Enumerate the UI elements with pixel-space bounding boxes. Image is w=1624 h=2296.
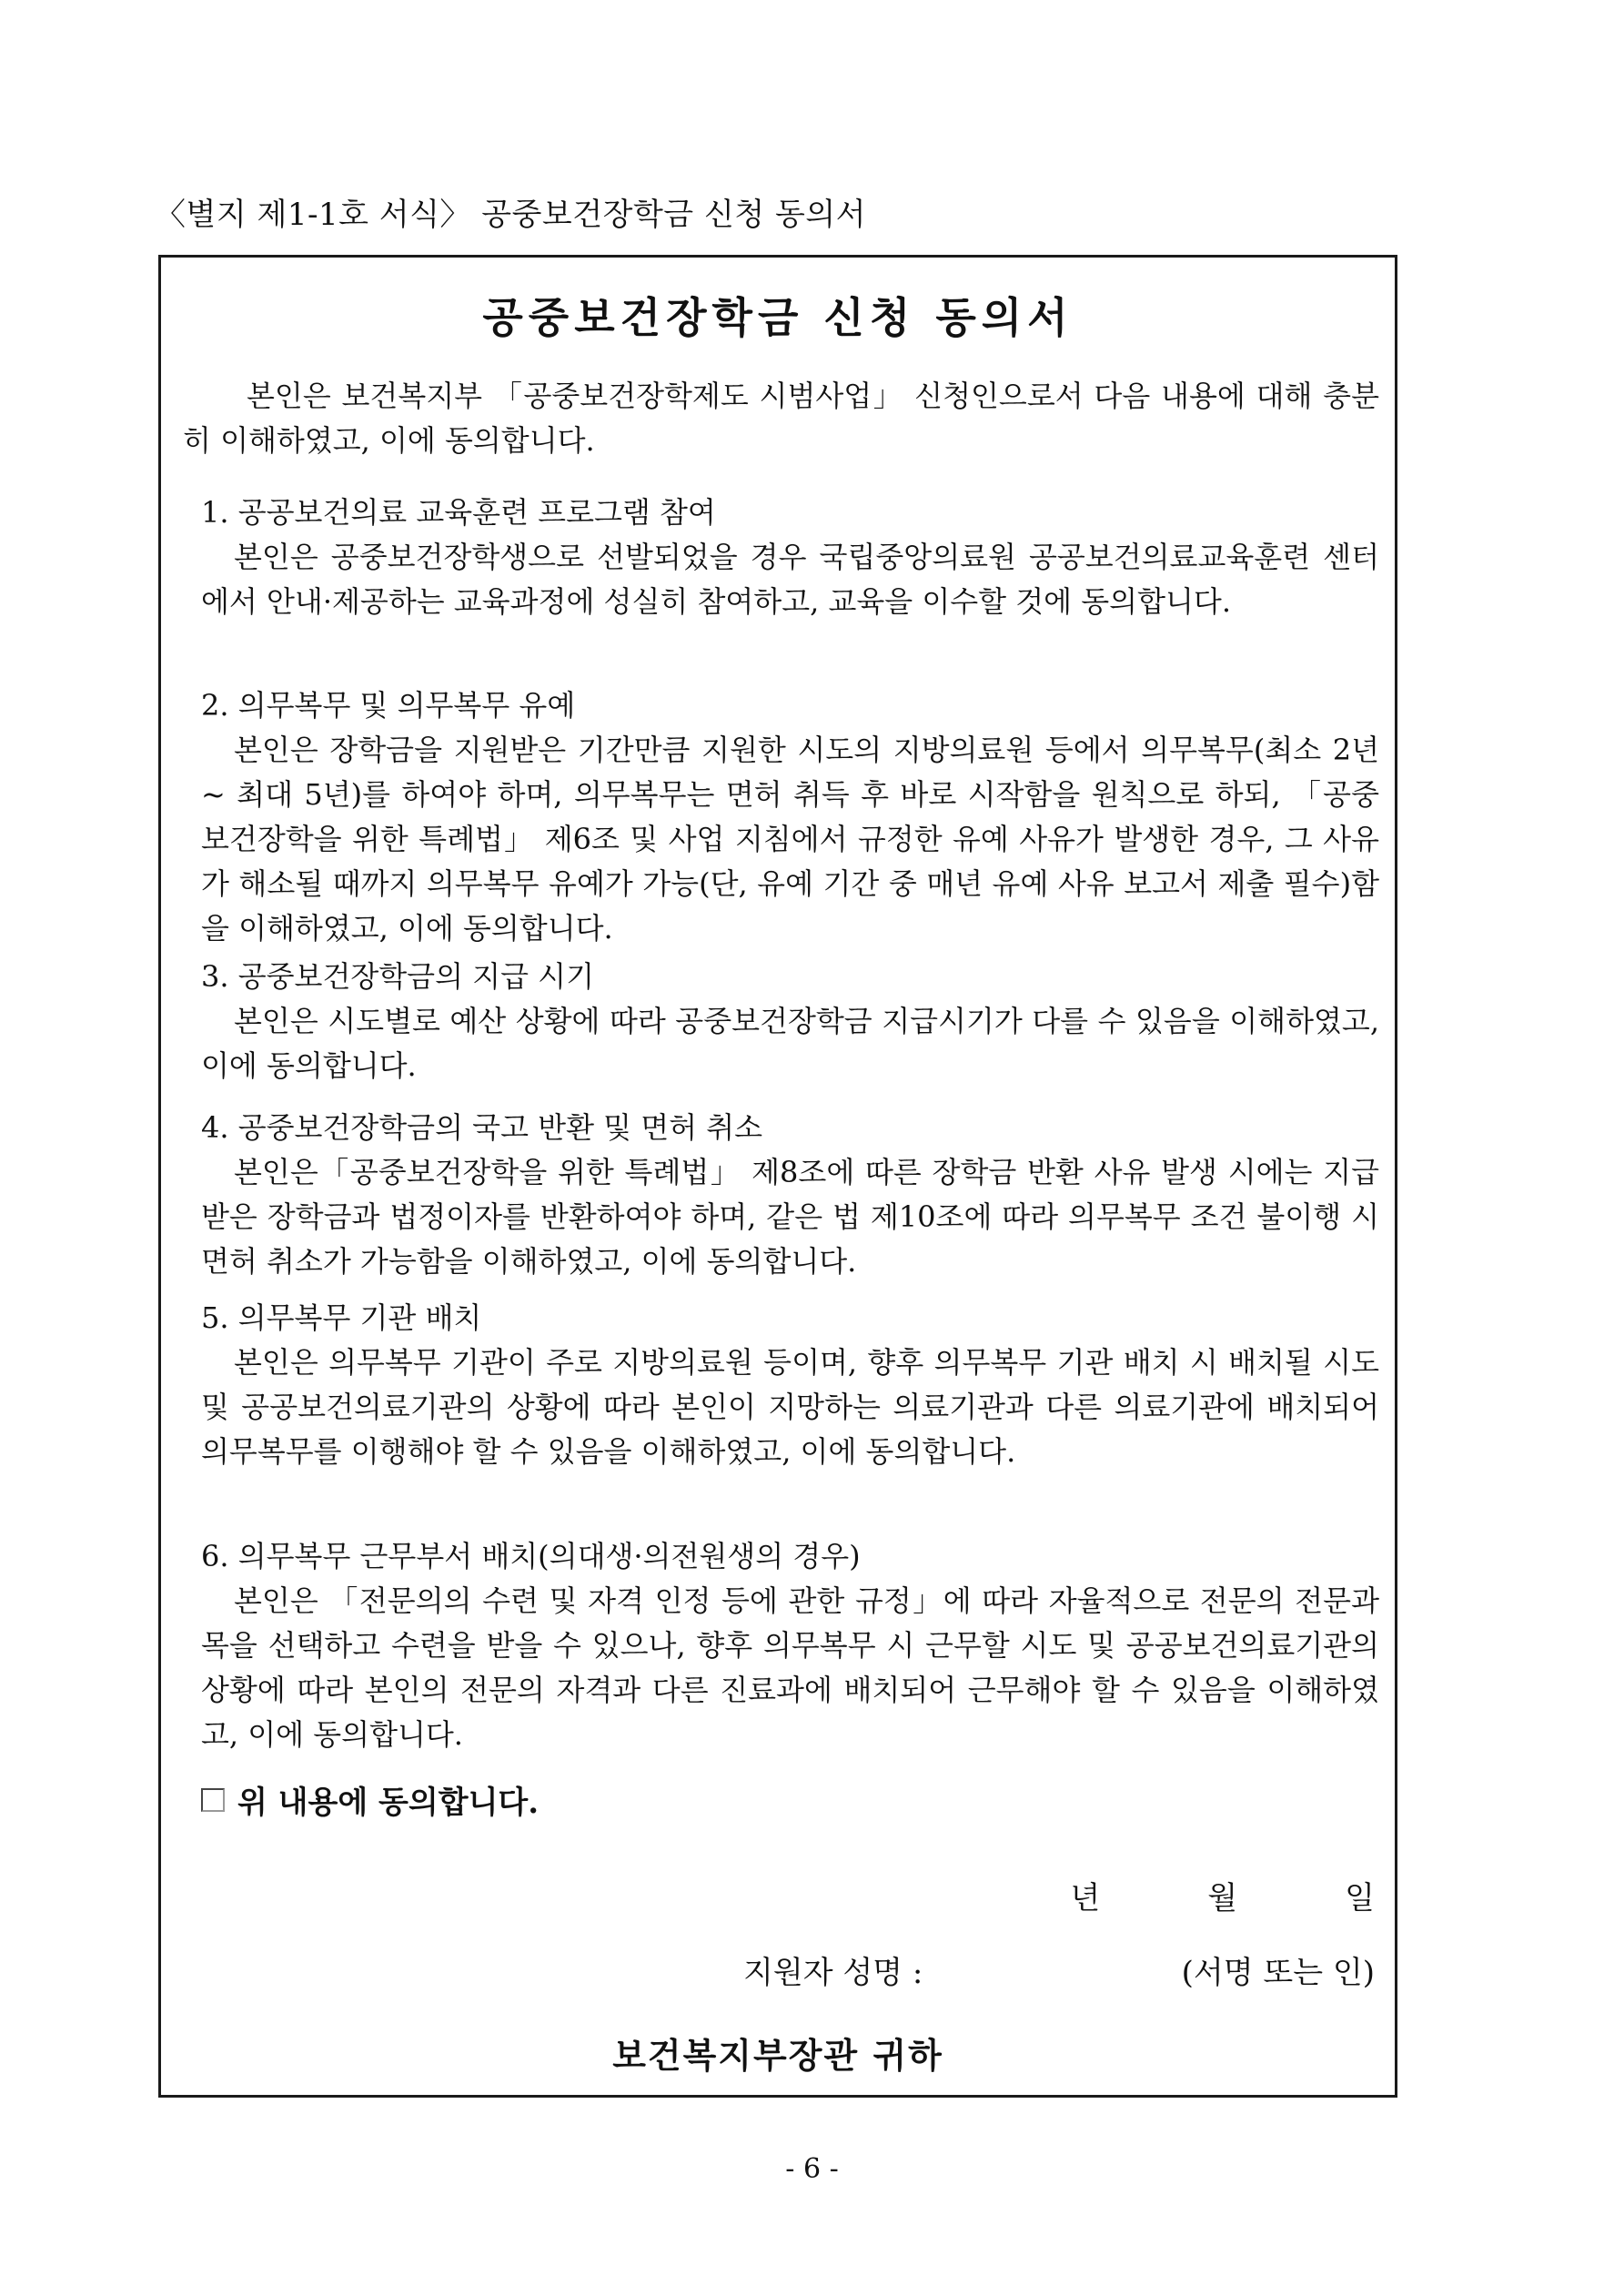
date-row [1070,1873,1375,1917]
date-month: 월 [1207,1880,1238,1917]
section-4 [201,1106,1379,1284]
date-year: 년 [1070,1880,1101,1917]
section-6 [201,1534,1379,1757]
section-heading: 4. 공중보건장학금의 국고 반환 및 면허 취소 [201,1110,763,1145]
section-heading: 3. 공중보건장학금의 지급 시기 [201,959,594,994]
section-heading: 6. 의무복무 근무부서 배치(의대생·의전원생의 경우) [201,1539,861,1573]
section-heading: 2. 의무복무 및 의무복무 유예 [201,688,576,723]
section-body: 본인은 「전문의의 수련 및 자격 인정 등에 관한 규정」에 따라 자율적으로 전문의 전문과목을 선택하고 수련을 받을 수 있으나, 향후 의무복무 시 근무할 시도 및 공공보건의료기관의 상황에 따라 본인의 전문의 자격과 다른 진료과에 배치되어 근무해야 할 수 있음을 이해하였고, 이에 동의합니다. [201,1583,1379,1752]
section-body: 본인은 장학금을 지원받은 기간만큼 지원한 시도의 지방의료원 등에서 의무복무(최소 2년 ~ 최대 5년)를 하여야 하며, 의무복무는 면허 취득 후 바로 시작함을 원칙으로 하되, 「공중보건장학을 위한 특례법」 제6조 및 사업 지침에서 규정한 유예 사유가 발생한 경우, 그 사유가 해소될 때까지 의무복무 유예가 가능(단, 유예 기간 중 매년 유예 사유 보고서 제출 필수)함을 이해하였고, 이에 동의합니다. [201,733,1379,946]
document-title: 공중보건장학금 신청 동의서 [482,293,1074,342]
agree-checkbox[interactable] [201,1788,225,1812]
section-1 [201,491,1379,624]
section-2 [201,683,1379,951]
consent-form-box [158,255,1397,2098]
signature-row [743,1947,1375,1992]
form-label: 〈별지 제1-1호 서식〉 공중보건장학금 신청 동의서 [155,197,866,233]
intro-paragraph: 본인은 보건복지부 「공중보건장학제도 시범사업」 신청인으로서 다음 내용에 대해 충분히 이해하였고, 이에 동의합니다. [183,379,1379,458]
applicant-name-label: 지원자 성명 : [743,1955,923,1991]
section-body: 본인은 공중보건장학생으로 선발되었을 경우 국립중앙의료원 공공보건의료교육훈련 센터에서 안내·제공하는 교육과정에 성실히 참여하고, 교육을 이수할 것에 동의합니다. [201,540,1379,619]
recipient: 보건복지부장관 귀하 [612,2035,943,2076]
section-body: 본인은 시도별로 예산 상황에 따라 공중보건장학금 지급시기가 다를 수 있음을 이해하였고, 이에 동의합니다. [201,1004,1379,1083]
date-day: 일 [1345,1880,1375,1917]
section-3 [201,955,1379,1088]
section-heading: 5. 의무복무 기관 배치 [201,1300,482,1335]
section-5 [201,1296,1379,1474]
agree-label: 위 내용에 동의합니다. [237,1785,540,1821]
section-body: 본인은 의무복무 기관이 주로 지방의료원 등이며, 향후 의무복무 기관 배치 시 배치될 시도 및 공공보건의료기관의 상황에 따라 본인이 지망하는 의료기관과 다른 의료기관에 배치되어 의무복무를 이행해야 할 수 있음을 이해하였고, 이에 동의합니다. [201,1345,1379,1469]
section-body: 본인은「공중보건장학을 위한 특례법」 제8조에 따른 장학금 반환 사유 발생 시에는 지급받은 장학금과 법정이자를 반환하여야 하며, 같은 법 제10조에 따라 의무복무 조건 불이행 시 면허 취소가 가능함을 이해하였고, 이에 동의합니다. [201,1155,1379,1279]
agree-row[interactable] [201,1777,539,1822]
signature-note: (서명 또는 인) [1181,1955,1375,1991]
page-number: - 6 - [785,2153,839,2185]
section-heading: 1. 공공보건의료 교육훈련 프로그램 참여 [201,495,716,530]
